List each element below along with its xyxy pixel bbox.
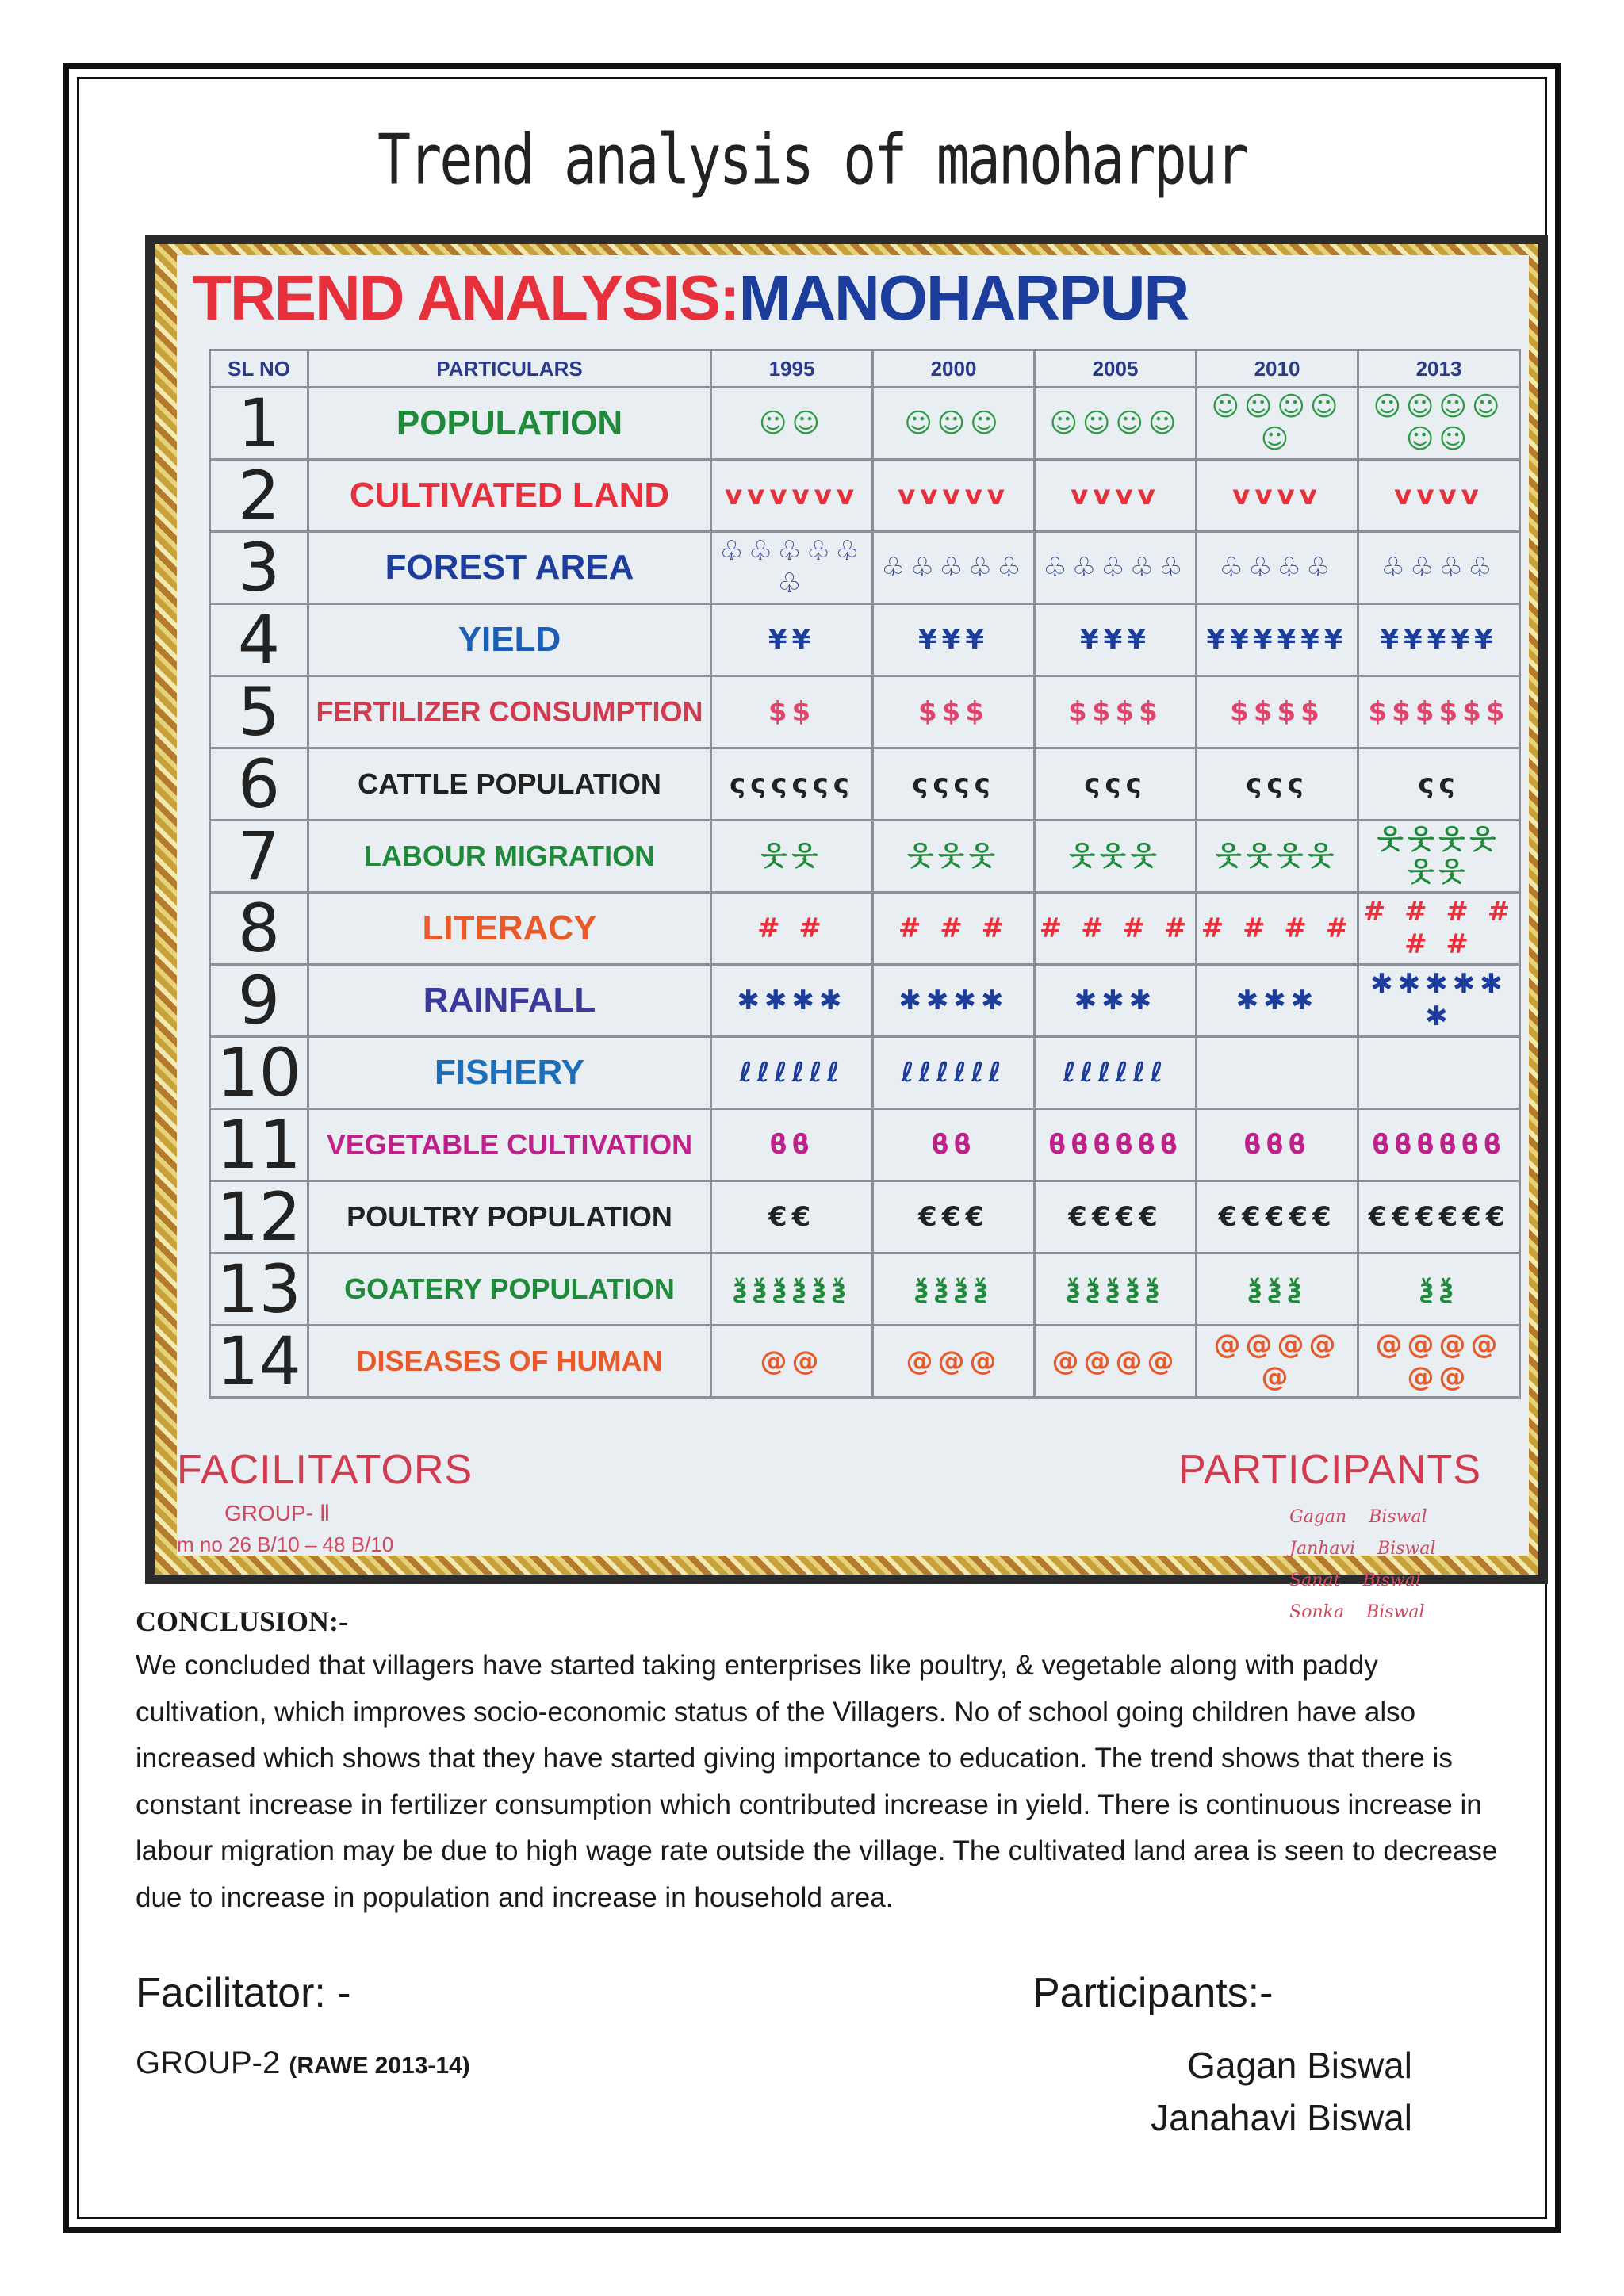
row-year-symbols: ℓℓℓℓℓℓ <box>711 1037 873 1109</box>
poster-participants <box>1178 1446 1481 1628</box>
row-year-symbols: ϐϐϐ <box>1197 1109 1358 1181</box>
row-year-symbols: ✱✱✱✱ <box>711 965 873 1037</box>
row-year-symbols: ѯѯѯѯѯ <box>1035 1253 1197 1326</box>
poster-facilitators-title: FACILITATORS <box>177 1447 473 1493</box>
row-year-symbols: @@@@@@ <box>1358 1326 1520 1398</box>
row-year-symbols: €€€€€€ <box>1358 1181 1520 1253</box>
poster-facilitators-group: GROUP- Ⅱ <box>224 1501 331 1525</box>
poster-title-left: TREND ANALYSIS: <box>193 262 739 333</box>
header-cell: PARTICULARS <box>308 350 711 388</box>
row-year-symbols: ☺☺☺☺☺ <box>1197 388 1358 460</box>
row-serial-number: 5 <box>210 676 308 748</box>
trend-row <box>210 388 1520 460</box>
header-cell: SL NO <box>210 350 308 388</box>
row-particular: VEGETABLE CULTIVATION <box>308 1109 711 1181</box>
row-year-symbols: ♧♧♧♧ <box>1358 532 1520 604</box>
row-year-symbols: ϐϐϐϐϐϐ <box>1358 1109 1520 1181</box>
poster-participant-name: Sanat Biswal <box>1289 1571 1421 1590</box>
header-cell: 2005 <box>1035 350 1197 388</box>
row-year-symbols: ☺☺☺ <box>873 388 1035 460</box>
row-year-symbols: ¥¥¥¥¥¥ <box>1197 604 1358 676</box>
facilitator-group <box>136 2045 470 2081</box>
trend-row <box>210 532 1520 604</box>
row-year-symbols: ϐϐ <box>711 1109 873 1181</box>
row-serial-number: 9 <box>210 965 308 1037</box>
trend-row <box>210 748 1520 821</box>
row-year-symbols: ✱✱✱✱✱✱ <box>1358 965 1520 1037</box>
row-year-symbols: 웃웃웃 <box>873 821 1035 893</box>
row-year-symbols: €€€ <box>873 1181 1035 1253</box>
row-particular: FERTILIZER CONSUMPTION <box>308 676 711 748</box>
trend-row <box>210 1253 1520 1326</box>
row-year-symbols: $$$$ <box>1035 676 1197 748</box>
row-year-symbols: @@@ <box>873 1326 1035 1398</box>
row-serial-number: 14 <box>210 1326 308 1398</box>
row-serial-number: 12 <box>210 1181 308 1253</box>
row-year-symbols: ϐϐ <box>873 1109 1035 1181</box>
conclusion-text: We concluded that villagers have started taking enterprises like poultry, & vegetable along with paddy cultivation, which improves socio-economic status of the Villagers. No of school going children have also increased which shows that they have started giving importance to education. The trend shows that there is constant increase in fertilizer consumption which contributed increase in yield. There is continuous increase in labour migration may be due to high wage rate outside the village. The cultivated land area is seen to decrease due to increase in population and increase in household area. <box>136 1650 1498 1913</box>
poster-facilitators-roll: m no 26 B/10 – 48 B/10 <box>177 1533 394 1556</box>
row-year-symbols: # # # <box>873 893 1035 965</box>
row-particular: DISEASES OF HUMAN <box>308 1326 711 1398</box>
row-year-symbols: ¥¥ <box>711 604 873 676</box>
row-year-symbols: ☺☺☺☺ <box>1035 388 1197 460</box>
row-year-symbols: ςς <box>1358 748 1520 821</box>
row-serial-number: 7 <box>210 821 308 893</box>
row-serial-number: 4 <box>210 604 308 676</box>
row-year-symbols: ✱✱✱ <box>1035 965 1197 1037</box>
row-serial-number: 11 <box>210 1109 308 1181</box>
trend-row <box>210 604 1520 676</box>
row-particular: LABOUR MIGRATION <box>308 821 711 893</box>
poster-participant-name: Janhavi Biswal <box>1289 1539 1436 1559</box>
row-year-symbols: ☺☺ <box>711 388 873 460</box>
row-year-symbols: $$$ <box>873 676 1035 748</box>
row-year-symbols: vvvvv <box>873 460 1035 532</box>
row-year-symbols: ♧♧♧♧ <box>1197 532 1358 604</box>
row-year-symbols: ✱✱✱ <box>1197 965 1358 1037</box>
participants-label: Participants:- <box>1032 1970 1274 2016</box>
conclusion-heading: CONCLUSION:- <box>136 1605 349 1637</box>
row-year-symbols: # # <box>711 893 873 965</box>
row-serial-number: 10 <box>210 1037 308 1109</box>
facilitator-group-session: (RAWE 2013-14) <box>289 2053 470 2079</box>
row-year-symbols: 웃웃웃 <box>1035 821 1197 893</box>
trend-row <box>210 1181 1520 1253</box>
row-year-symbols: 웃웃웃웃웃웃 <box>1358 821 1520 893</box>
row-serial-number: 3 <box>210 532 308 604</box>
header-cell: 2000 <box>873 350 1035 388</box>
row-year-symbols: ϐϐϐϐϐϐ <box>1035 1109 1197 1181</box>
row-year-symbols: # # # # # # <box>1358 893 1520 965</box>
facilitator-label: Facilitator: - <box>136 1970 351 2016</box>
row-year-symbols: ѯѯѯѯ <box>873 1253 1035 1326</box>
row-particular: POPULATION <box>308 388 711 460</box>
trend-table-header <box>210 350 1520 388</box>
row-year-symbols <box>1358 1037 1520 1109</box>
row-year-symbols: ςςς <box>1197 748 1358 821</box>
row-year-symbols: ѯѯ <box>1358 1253 1520 1326</box>
row-year-symbols: ¥¥¥¥¥ <box>1358 604 1520 676</box>
row-year-symbols: $$$$$$ <box>1358 676 1520 748</box>
row-particular: FOREST AREA <box>308 532 711 604</box>
row-serial-number: 8 <box>210 893 308 965</box>
participant-list <box>1151 2039 1412 2144</box>
row-year-symbols: ℓℓℓℓℓℓ <box>1035 1037 1197 1109</box>
row-serial-number: 13 <box>210 1253 308 1326</box>
row-year-symbols: ☺☺☺☺☺☺ <box>1358 388 1520 460</box>
row-year-symbols: $$$$ <box>1197 676 1358 748</box>
trend-row <box>210 1326 1520 1398</box>
row-year-symbols: vvvvvv <box>711 460 873 532</box>
row-particular: RAINFALL <box>308 965 711 1037</box>
row-year-symbols: vvvv <box>1358 460 1520 532</box>
row-particular: FISHERY <box>308 1037 711 1109</box>
poster-participant-name: Gagan Biswal <box>1289 1507 1427 1527</box>
header-cell: 1995 <box>711 350 873 388</box>
row-year-symbols: ℓℓℓℓℓℓ <box>873 1037 1035 1109</box>
row-year-symbols: ςςς <box>1035 748 1197 821</box>
row-year-symbols: ♧♧♧♧♧ <box>1035 532 1197 604</box>
row-year-symbols: vvvv <box>1197 460 1358 532</box>
row-year-symbols: ♧♧♧♧♧♧ <box>711 532 873 604</box>
header-cell: 2013 <box>1358 350 1520 388</box>
row-year-symbols: vvvv <box>1035 460 1197 532</box>
row-year-symbols: €€ <box>711 1181 873 1253</box>
row-year-symbols: ✱✱✱✱ <box>873 965 1035 1037</box>
row-year-symbols <box>1197 1037 1358 1109</box>
row-particular: POULTRY POPULATION <box>308 1181 711 1253</box>
facilitator-group-name: GROUP-2 <box>136 2045 289 2080</box>
row-particular: YIELD <box>308 604 711 676</box>
row-year-symbols: 웃웃웃웃 <box>1197 821 1358 893</box>
poster-participant-names <box>1289 1502 1481 1628</box>
row-year-symbols: ςςςς <box>873 748 1035 821</box>
header-cell: 2010 <box>1197 350 1358 388</box>
row-year-symbols: $$ <box>711 676 873 748</box>
row-serial-number: 1 <box>210 388 308 460</box>
row-year-symbols: €€€€€ <box>1197 1181 1358 1253</box>
trend-row <box>210 460 1520 532</box>
row-year-symbols: # # # # <box>1035 893 1197 965</box>
poster-participants-title: PARTICIPANTS <box>1178 1447 1481 1493</box>
row-particular: CATTLE POPULATION <box>308 748 711 821</box>
trend-row <box>210 821 1520 893</box>
row-year-symbols: ѯѯѯѯѯѯ <box>711 1253 873 1326</box>
row-serial-number: 6 <box>210 748 308 821</box>
trend-row <box>210 1037 1520 1109</box>
row-year-symbols: 웃웃 <box>711 821 873 893</box>
row-particular: LITERACY <box>308 893 711 965</box>
row-year-symbols: ¥¥¥ <box>873 604 1035 676</box>
participant-name: Gagan Biswal <box>1187 2045 1412 2086</box>
poster-sheet <box>177 255 1529 1622</box>
trend-row <box>210 893 1520 965</box>
row-year-symbols: @@@@ <box>1035 1326 1197 1398</box>
trend-table <box>209 349 1521 1399</box>
row-year-symbols: ѯѯѯ <box>1197 1253 1358 1326</box>
row-year-symbols: # # # # <box>1197 893 1358 965</box>
poster-participant-name: Sonka Biswal <box>1289 1602 1425 1622</box>
poster-title-right: MANOHARPUR <box>738 262 1189 333</box>
trend-row <box>210 965 1520 1037</box>
trend-row <box>210 676 1520 748</box>
poster-title <box>193 262 1188 335</box>
row-serial-number: 2 <box>210 460 308 532</box>
trend-table-body <box>210 385 1520 1400</box>
row-particular: GOATERY POPULATION <box>308 1253 711 1326</box>
row-year-symbols: ♧♧♧♧♧ <box>873 532 1035 604</box>
participant-name: Janahavi Biswal <box>1151 2097 1412 2138</box>
row-year-symbols: @@ <box>711 1326 873 1398</box>
poster-facilitators <box>177 1446 473 1557</box>
row-year-symbols: €€€€ <box>1035 1181 1197 1253</box>
row-year-symbols: ςςςςςς <box>711 748 873 821</box>
document-title: Trend analysis of manoharpur <box>377 119 1247 201</box>
row-year-symbols: ¥¥¥ <box>1035 604 1197 676</box>
row-particular: CULTIVATED LAND <box>308 460 711 532</box>
row-year-symbols: @@@@@ <box>1197 1326 1358 1398</box>
trend-row <box>210 1109 1520 1181</box>
